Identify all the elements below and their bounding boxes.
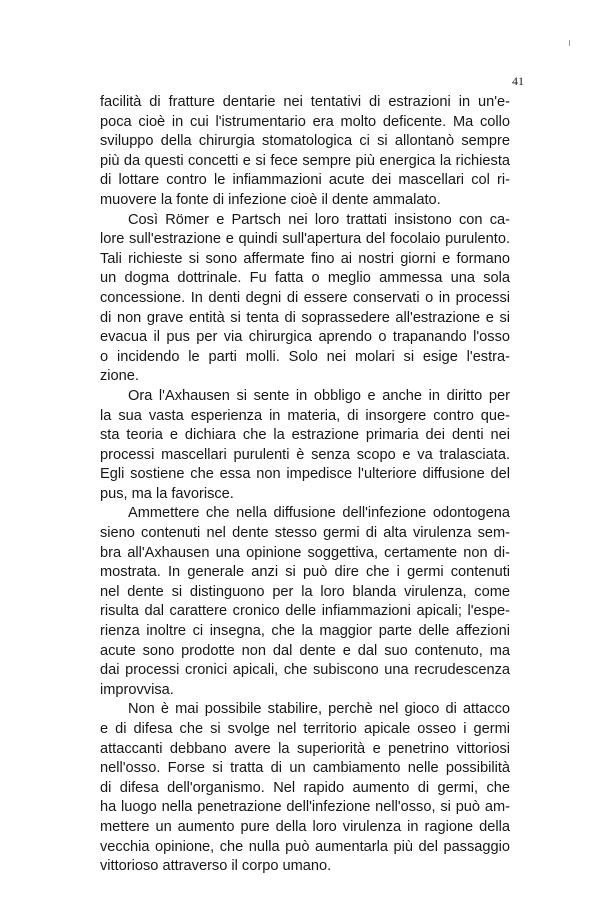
text-line: processi mascellari purulenti è senza scopo e va tralasciata. <box>100 446 510 463</box>
text-line: evacua il pus per via chirurgica aprendo o trapanando l'osso <box>100 329 510 346</box>
text-line: risulta dal carattere cronico delle infiammazioni apicali; l'espe- <box>100 603 510 620</box>
text-line: lore sull'estrazione e quindi sull'apertura del focolaio purulento. <box>100 231 510 248</box>
text-line: un dogma dottrinale. Fu fatta o meglio ammessa una sola <box>100 270 510 287</box>
text-line: attaccanti debbano avere la superiorità e penetrino vittoriosi <box>100 740 510 757</box>
text-line: o incidendo le parti molli. Solo nei molari si esige l'estra- <box>100 348 510 365</box>
text-line: sviluppo della chirurgia stomatologica ci si allontanò sempre <box>100 133 510 150</box>
text-line: Tali richieste si sono affermate fino ai nostri giorni e formano <box>100 250 510 267</box>
text-line: ha luogo nella penetrazione dell'infezione nell'osso, si può am- <box>100 799 510 816</box>
text-line: facilità di fratture dentarie nei tentativi di estrazioni in un'e- <box>100 94 510 110</box>
text-line: pus, ma la favorisce. <box>100 485 234 502</box>
text-line: bra all'Axhausen una opinione soggettiva, certamente non di- <box>100 544 510 561</box>
text-line: Ammettere che nella diffusione dell'infezione odontogena <box>128 505 510 522</box>
text-line: poca cioè in cui l'istrumentario era molto deficente. Ma collo <box>100 113 510 130</box>
text-line: improvvisa. <box>100 681 174 698</box>
text-line: nell'osso. Forse si tratta di un cambiamento nelle possibilità <box>100 760 510 777</box>
text-line: vittorioso attraverso il corpo umano. <box>100 858 332 875</box>
text-line: di difesa dell'organismo. Nel rapido aumento di germi, che <box>100 779 510 796</box>
text-line: zione. <box>100 368 139 385</box>
text-line: sieno contenuti nel dente stesso germi di alta virulenza sem- <box>100 525 510 542</box>
body-text <box>100 93 510 877</box>
text-line: mettere un aumento pure della loro virulenza in ragione della <box>100 818 510 835</box>
text-line: acute sono prodotte non dal dente e dal suo contenuto, ma <box>100 642 510 659</box>
text-line: Ora l'Axhausen si sente in obbligo e anche in diritto per <box>128 387 510 404</box>
text-line: più da questi concetti e si fece sempre più energica la richiesta <box>100 152 510 169</box>
text-line: sta teoria e dichiara che la estrazione primaria dei denti nei <box>100 427 510 444</box>
text-line: muovere la fonte di infezione cioè il dente ammalato. <box>100 191 441 208</box>
text-line: la sua vasta esperienza in materia, di insorgere contro que- <box>100 407 510 424</box>
text-line: Egli sostiene che essa non impedisce l'ulteriore diffusione del <box>100 466 510 483</box>
text-line: Così Römer e Partsch nei loro trattati insistono con ca- <box>128 211 510 228</box>
text-line: e di difesa che si svolge nel territorio apicale osseo i germi <box>100 721 510 737</box>
text-line: concessione. In denti degni di essere conservati o in processi <box>100 289 510 306</box>
text-line: di lottare contro le infiammazioni acute dei mascellari col ri- <box>100 172 510 189</box>
text-line: di non grave entità si tenta di soprassedere all'estrazione e si <box>100 309 510 326</box>
text-line: dai processi cronici apicali, che subiscono una recrudescenza <box>100 662 510 679</box>
text-line: nel dente si distinguono per la loro blanda virulenza, come <box>100 583 510 600</box>
text-line: Non è mai possibile stabilire, perchè nel gioco di attacco <box>128 701 510 718</box>
text-line: rienza inoltre ci insegna, che la maggior parte delle affezioni <box>100 623 510 640</box>
paper-speck <box>569 40 570 46</box>
text-line: mostrata. In generale anzi si può dire che i germi contenuti <box>100 564 510 581</box>
text-line: vecchia opinione, che nulla può aumentarla più del passaggio <box>100 838 510 855</box>
page-number: 41 <box>512 74 524 88</box>
